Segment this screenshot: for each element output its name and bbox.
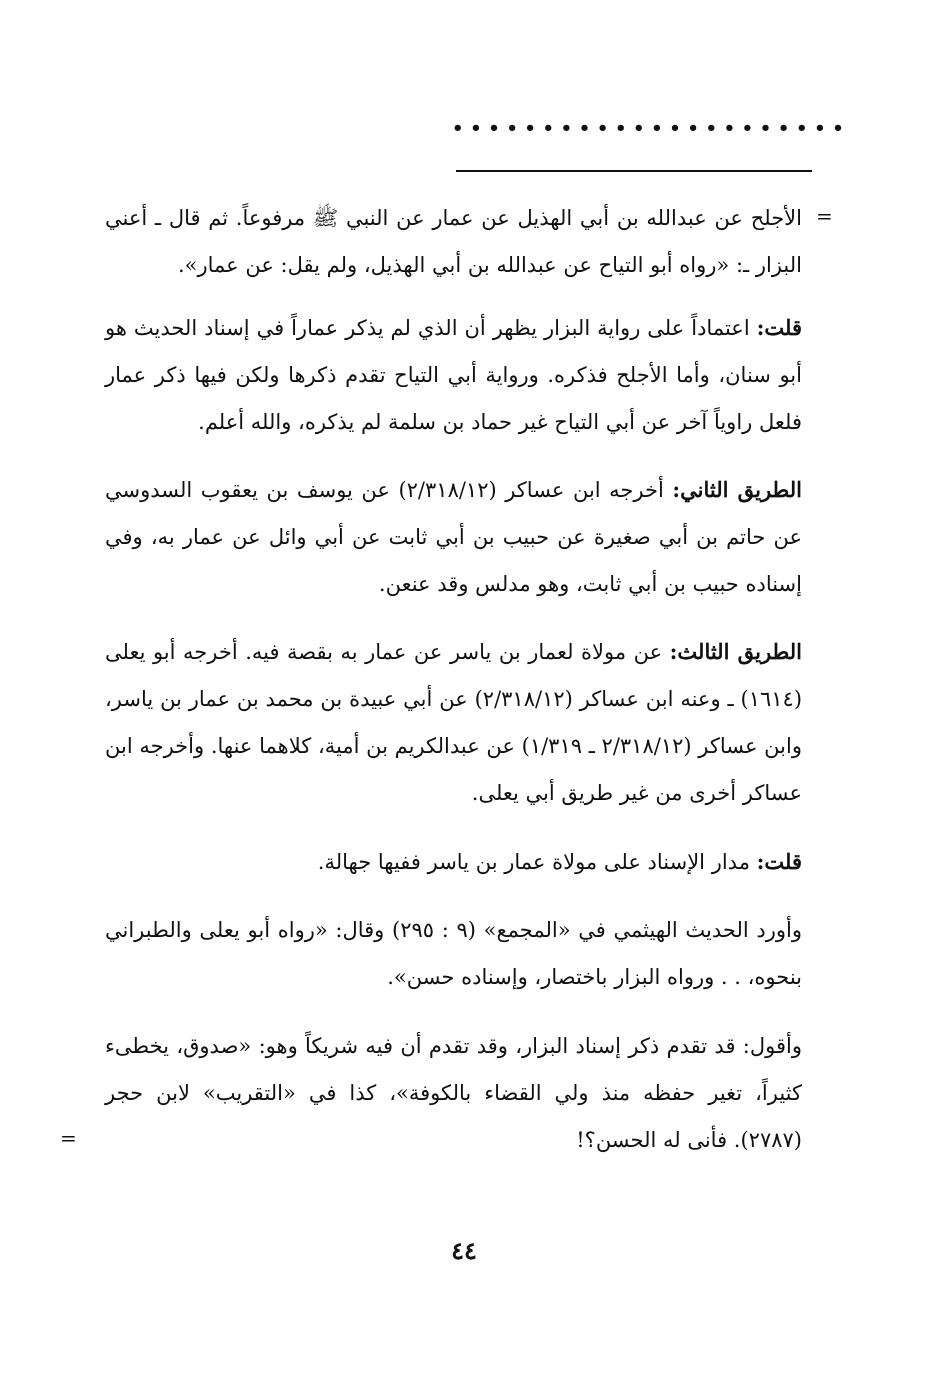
paragraph-3 bbox=[105, 466, 802, 608]
page-number: ٤٤ bbox=[451, 1236, 477, 1265]
separator-dots: •••••••••••••••••••••• bbox=[452, 118, 851, 139]
paragraph-7-text: وأقول: قد تقدم ذكر إسناد البزار، وقد تقدم أن فيه شريكاً وهو: «صدوق، يخطىء كثيراً، تغير حفظه منذ ولي القضاء بالكوفة»، كذا في «التقريب» لابن حجر (٢٧٨٧). فأنى له الحسن؟! bbox=[105, 1034, 802, 1152]
paragraph-4 bbox=[105, 628, 802, 817]
paragraph-3-text: أخرجه ابن عساكر (٢/٣١٨/١٢) عن يوسف بن يعقوب السدوسي عن حاتم بن أبي صغيرة عن حبيب بن أبي ثابت عن أبي وائل عن عمار به، وفي إسناده حبيب بن أبي ثابت، وهو مدلس وقد عنعن. bbox=[105, 478, 802, 596]
paragraph-6-text: وأورد الحديث الهيثمي في «المجمع» (٩ : ٢٩٥) وقال: «رواه أبو يعلى والطبراني بنحوه، . . ورواه البزار باختصار، وإسناده حسن». bbox=[105, 918, 802, 989]
paragraph-1 bbox=[105, 194, 802, 289]
continuation-mark-bottom: = bbox=[60, 1126, 77, 1150]
paragraph-2 bbox=[105, 304, 802, 446]
footnote-rule bbox=[456, 170, 812, 172]
paragraph-4-text: عن مولاة لعمار بن ياسر عن عمار به بقصة فيه. أخرجه أبو يعلى (١٦١٤) ـ وعنه ابن عساكر (٢/٣١٨/١٢) عن أبي عبيدة بن محمد بن عمار بن ياسر، وابن عساكر (٢/٣١٨/١٢ ـ ١/٣١٩) عن عبدالكريم بن أمية، كلاهما عنها. وأخرجه ابن عساكر أخرى من غير طريق أبي يعلى. bbox=[105, 640, 803, 805]
paragraph-7 bbox=[105, 1022, 802, 1164]
paragraph-2-label: قلت: bbox=[756, 315, 802, 340]
paragraph-2-text: اعتماداً على رواية البزار يظهر أن الذي لم يذكر عماراً في إسناد الحديث هو أبو سنان، وأما الأجلح فذكره. ورواية أبي التياح تقدم ذكرها ولكن فيها ذكر عمار فلعل راوياً آخر عن أبي التياح غير حماد بن سلمة لم يذكره، والله أعلم. bbox=[105, 316, 802, 434]
paragraph-5-text: مدار الإسناد على مولاة عمار بن ياسر ففيها جهالة. bbox=[317, 850, 757, 874]
paragraph-1-text: الأجلح عن عبدالله بن أبي الهذيل عن عمار عن النبي ﷺ مرفوعاً. ثم قال ـ أعني البزار ـ: «رواه أبو التياح عن عبدالله بن أبي الهذيل، ولم يقل: عن عمار». bbox=[105, 206, 802, 277]
paragraph-3-label: الطريق الثاني: bbox=[672, 477, 802, 502]
paragraph-5 bbox=[105, 838, 802, 886]
paragraph-5-label: قلت: bbox=[756, 849, 802, 874]
paragraph-6 bbox=[105, 906, 802, 1001]
continuation-mark-top: = bbox=[816, 204, 833, 228]
paragraph-4-label: الطريق الثالث: bbox=[669, 639, 802, 664]
